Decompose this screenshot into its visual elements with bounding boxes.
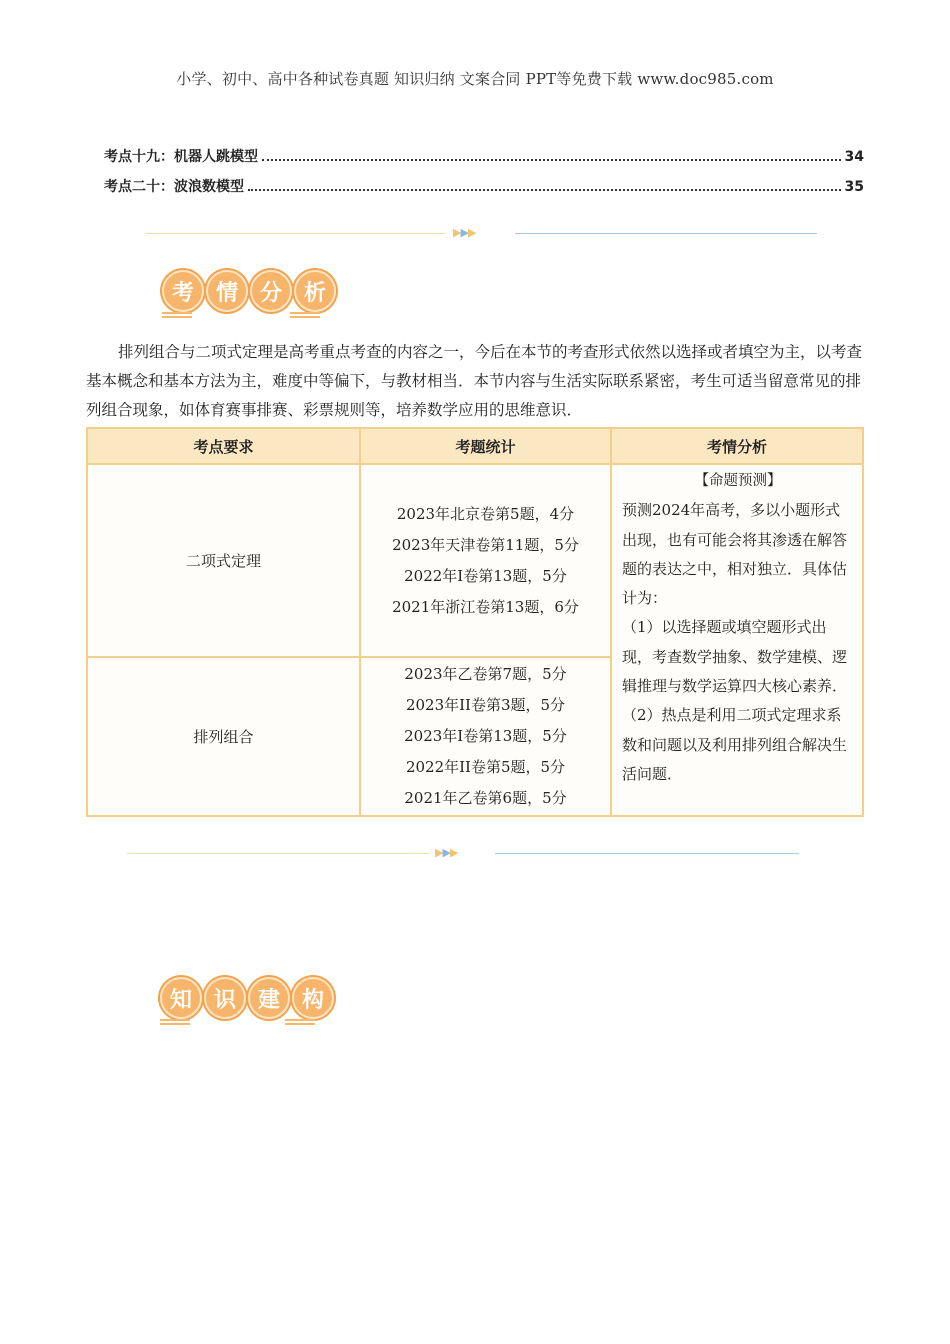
table-header: 考情分析 (611, 428, 863, 464)
badge-char: 析 (294, 270, 336, 312)
arrow-icons: ▶▶▶ (435, 846, 458, 859)
toc-page: 34 (844, 149, 864, 165)
stat-line: 2021年浙江卷第13题，6分 (392, 597, 579, 616)
section-divider (127, 846, 799, 862)
badge-underline (162, 312, 192, 322)
exam-analysis-table (86, 427, 864, 817)
badge-underline (160, 1019, 190, 1029)
topic-cell: 二项式定理 (87, 464, 360, 657)
stat-line: 2023年I卷第13题，5分 (404, 727, 567, 745)
badge-underline (285, 1019, 315, 1029)
badge-char: 知 (160, 977, 202, 1019)
divider-line-left (127, 853, 429, 854)
table-header: 考题统计 (360, 428, 611, 464)
stat-line: 2021年乙卷第6题，5分 (404, 789, 567, 807)
topic-cell: 排列组合 (87, 657, 360, 816)
toc-title: 考点二十：波浪数模型 (104, 179, 244, 195)
divider-line-right (515, 233, 817, 234)
badge-char: 分 (250, 270, 292, 312)
divider-line-right (495, 853, 799, 854)
toc-title: 考点十九：机器人跳模型 (104, 149, 258, 165)
badge-char: 考 (162, 270, 204, 312)
stats-cell (360, 657, 611, 816)
badge-char: 构 (292, 977, 334, 1019)
section-divider (145, 226, 817, 242)
badge-char: 情 (206, 270, 248, 312)
toc-leader-dots (262, 149, 841, 161)
stat-line: 2023年天津卷第11题，5分 (392, 535, 579, 554)
analysis-title: 【命题预测】 (694, 473, 782, 489)
stat-line: 2022年II卷第5题，5分 (405, 758, 566, 776)
toc-page: 35 (844, 179, 864, 195)
section-badge-knowledge-structure (160, 977, 334, 1019)
table-header: 考点要求 (87, 428, 360, 464)
toc-entry[interactable] (104, 146, 864, 166)
badge-underline (290, 312, 320, 322)
stats-cell (360, 464, 611, 657)
toc-entry[interactable] (104, 176, 864, 196)
stat-line: 2023年II卷第3题，5分 (405, 696, 566, 714)
divider-line-left (145, 233, 445, 234)
section-badge-exam-analysis (162, 270, 336, 312)
analysis-line: 预测2024年高考，多以小题形式出现，也有可能会将其渗透在解答题的表达之中，相对独立．具体估计为： (622, 501, 848, 608)
toc-leader-dots (248, 179, 841, 191)
arrow-icons: ▶▶▶ (453, 226, 476, 239)
page-header: 小学、初中、高中各种试卷真题 知识归纳 文案合同 PPT等免费下载 www.doc985.com (176, 70, 774, 88)
badge-char: 识 (204, 977, 246, 1019)
stat-line: 2022年I卷第13题，5分 (404, 566, 567, 585)
stat-line: 2023年北京卷第5题，4分 (396, 504, 575, 523)
badge-char: 建 (248, 977, 290, 1019)
stat-line: 2023年乙卷第7题，5分 (404, 665, 567, 683)
intro-paragraph: 排列组合与二项式定理是高考重点考查的内容之一，今后在本节的考查形式依然以选择或者填空为主，以考查基本概念和基本方法为主，难度中等偏下，与教材相当．本节内容与生活实际联系紧密，考生可适当留意常见的排列组合现象，如体育赛事排赛、彩票规则等，培养数学应用的思维意识． (86, 343, 863, 419)
analysis-line: （1）以选择题或填空题形式出现，考查数学抽象、数学建模、逻辑推理与数学运算四大核心素养． (622, 618, 848, 696)
analysis-cell (611, 464, 863, 816)
analysis-line: （2）热点是利用二项式定理求系数和问题以及利用排列组合解决生活问题． (622, 706, 848, 783)
